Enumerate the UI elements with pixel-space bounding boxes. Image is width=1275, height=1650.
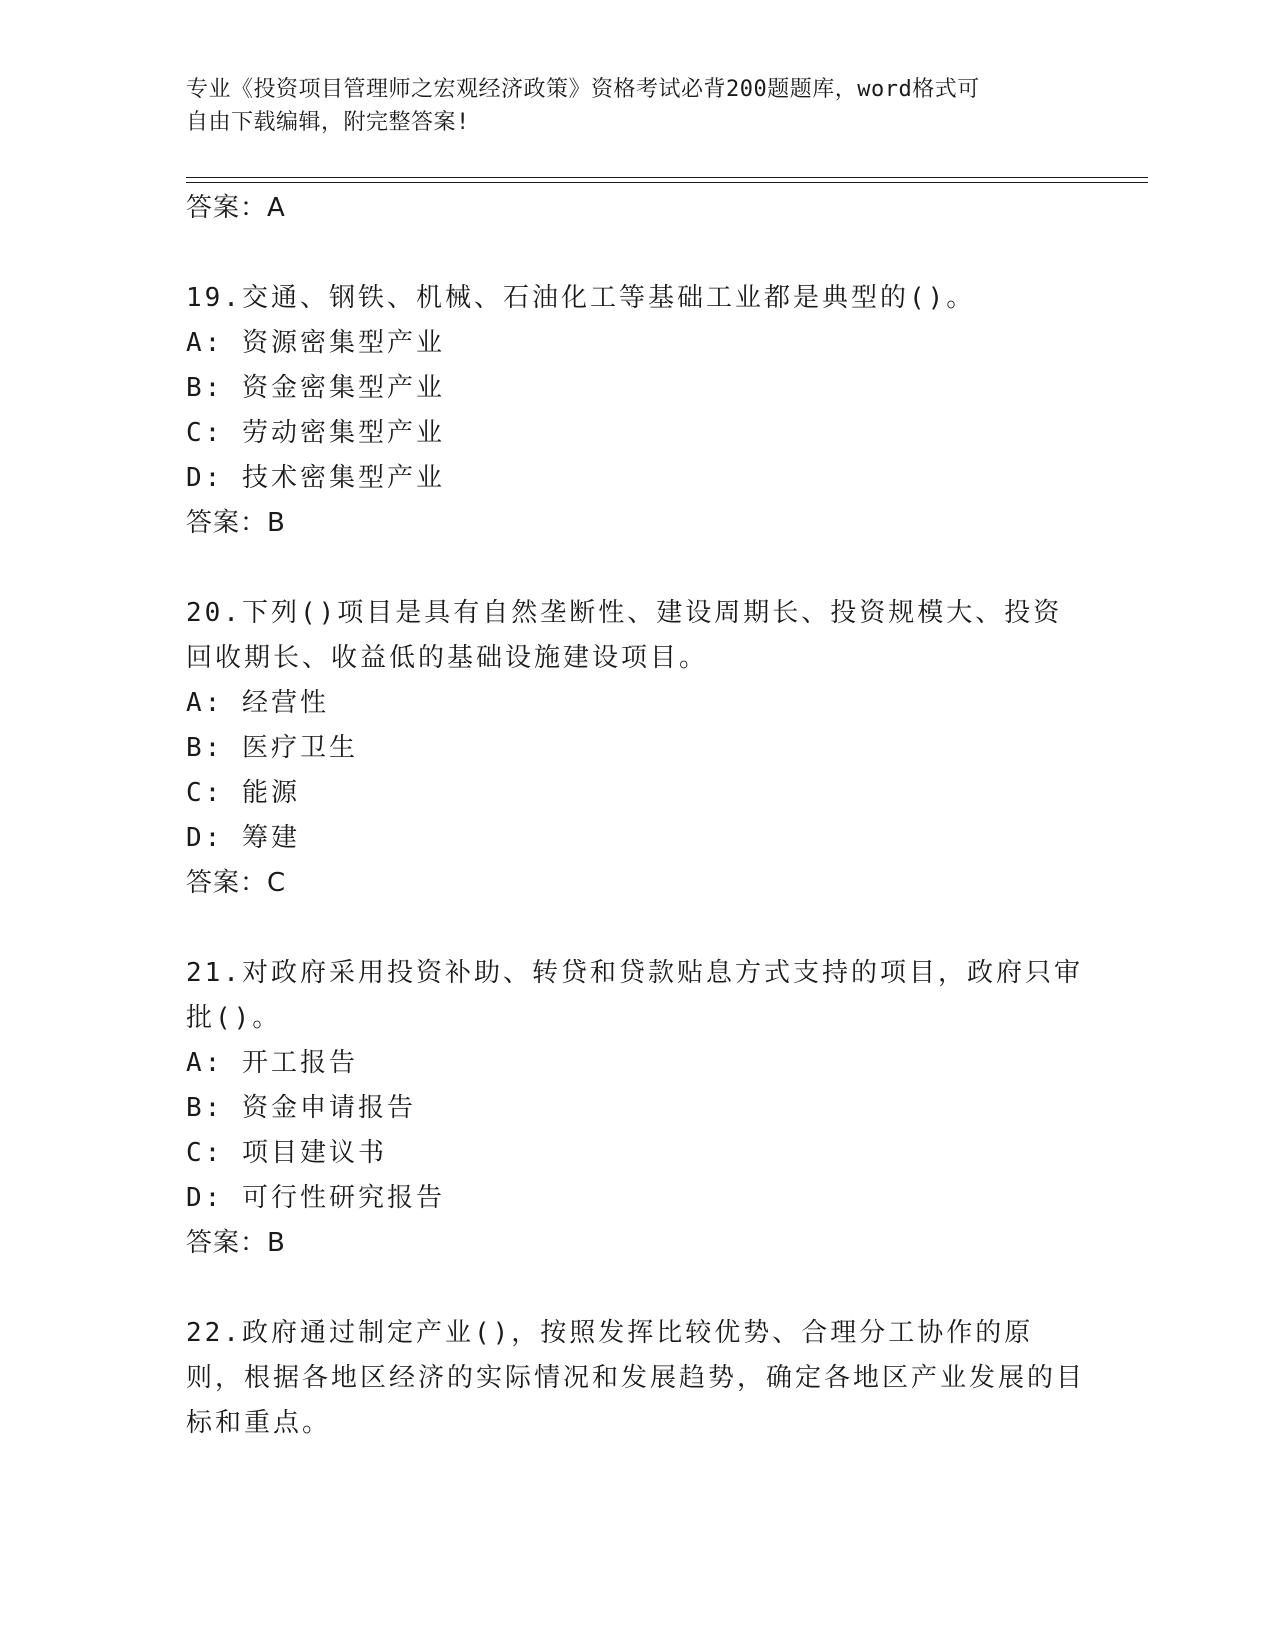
document-header	[186, 73, 1066, 139]
header-line-1: 专业《投资项目管理师之宏观经济政策》资格考试必背200题题库，word格式可	[186, 77, 980, 102]
spacer	[186, 906, 1086, 951]
question-text: 21.对政府采用投资补助、转贷和贷款贴息方式支持的项目，政府只审批()。	[186, 958, 1083, 1033]
question-text: 19.交通、钢铁、机械、石油化工等基础工业都是典型的()。	[186, 283, 976, 313]
question-21	[186, 951, 1086, 1266]
answer: 答案：B	[186, 1228, 286, 1258]
option-d: D: 技术密集型产业	[186, 463, 445, 493]
option-c: C: 劳动密集型产业	[186, 418, 445, 448]
question-text: 22.政府通过制定产业()，按照发挥比较优势、合理分工协作的原则，根据各地区经济的实际情况和发展趋势，确定各地区产业发展的目标和重点。	[186, 1318, 1086, 1438]
spacer	[186, 546, 1086, 591]
answer: 答案：C	[186, 868, 287, 898]
question-text: 20.下列()项目是具有自然垄断性、建设周期长、投资规模大、投资回收期长、收益低的基础设施建设项目。	[186, 598, 1063, 673]
option-c: C: 项目建议书	[186, 1138, 387, 1168]
question-22	[186, 1311, 1086, 1446]
option-b: B: 资金密集型产业	[186, 373, 445, 403]
header-line-2: 自由下载编辑，附完整答案!	[186, 110, 470, 135]
question-20	[186, 591, 1086, 906]
header-divider-top	[186, 177, 1148, 178]
spacer	[186, 231, 1086, 276]
option-b: B: 资金申请报告	[186, 1093, 416, 1123]
option-b: B: 医疗卫生	[186, 733, 358, 763]
question-list	[186, 186, 1086, 1446]
option-a: A: 开工报告	[186, 1048, 358, 1078]
answer: 答案：B	[186, 508, 286, 538]
spacer	[186, 1266, 1086, 1311]
option-a: A: 资源密集型产业	[186, 328, 445, 358]
option-c: C: 能源	[186, 778, 300, 808]
answer-18: 答案：A	[186, 193, 286, 223]
question-19	[186, 276, 1086, 546]
option-d: D: 筹建	[186, 823, 300, 853]
header-divider-bottom	[186, 182, 1148, 183]
option-d: D: 可行性研究报告	[186, 1183, 445, 1213]
option-a: A: 经营性	[186, 688, 329, 718]
